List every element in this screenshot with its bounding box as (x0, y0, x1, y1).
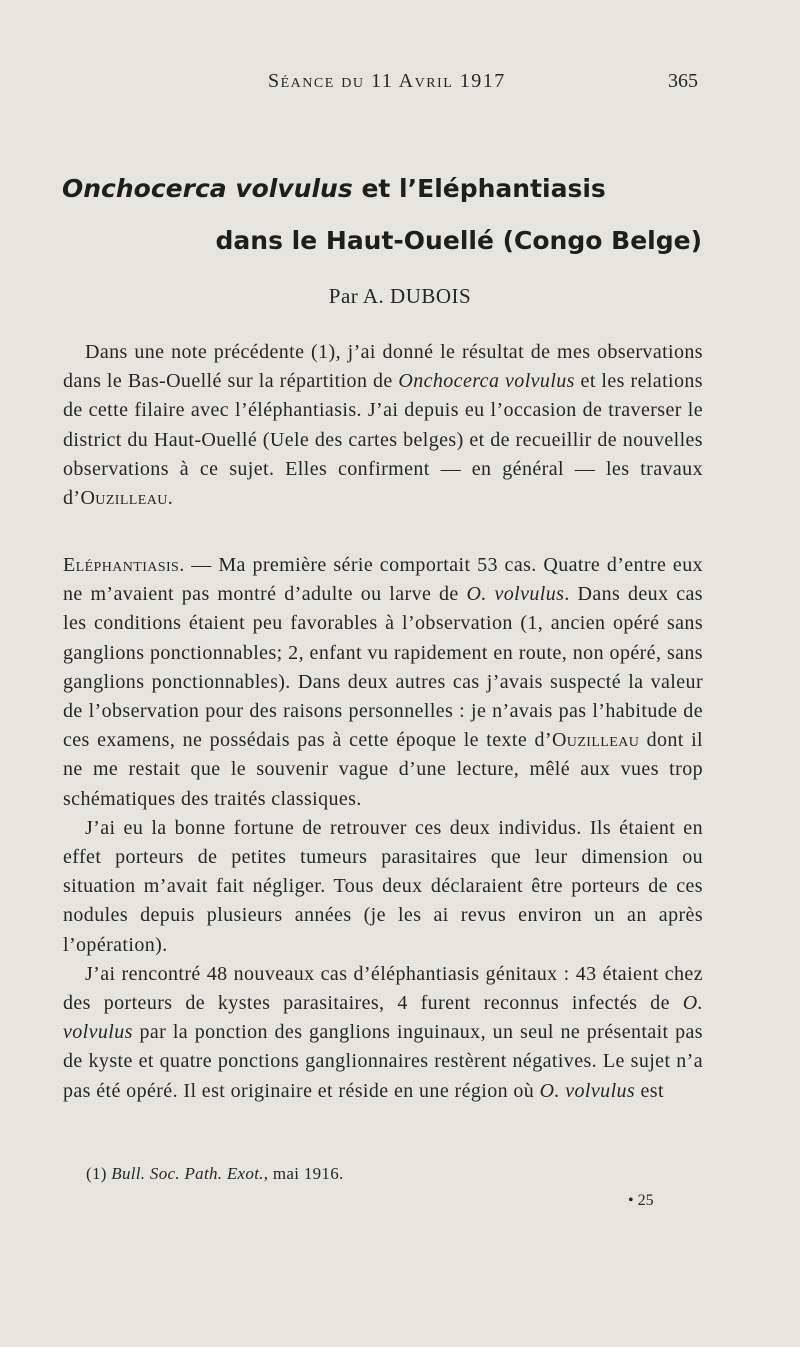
text-run: . — Ma première série comportait 53 cas. Quatre d’entre eux ne m’avaient pas montré d’adulte ou larve de (63, 554, 703, 606)
text-run: . (167, 487, 174, 510)
text-run: J’ai rencontré 48 nouveaux cas d’éléphantiasis génitaux : 43 étaient chez des porteurs de kystes parasitaires, 4 furent reconnus infectés de (63, 962, 703, 1015)
species-name: O. volvulus (539, 1079, 636, 1102)
signature-mark: • 25 (628, 1192, 654, 1209)
body-text-main (63, 551, 703, 1106)
paragraph-intro (63, 338, 703, 513)
paragraph-nouveaux-cas (63, 960, 703, 1106)
text-run: et les relations de cette filaire avec l’éléphantiasis. J’ai depuis eu l’occasion de traverser le district du Haut-Ouellé (Uele des cartes belges) et de recueillir de nouvelles observations à ce sujet. Elles confirment — en général — les travaux d’ (63, 370, 703, 510)
footnote-marker: (1) (86, 1164, 112, 1183)
section-heading: Eléphantiasis (63, 554, 180, 576)
species-name: O. volvulus (63, 992, 703, 1044)
paragraph-elephantiasis (63, 551, 703, 814)
running-head: Séance du 11 Avril 1917 (268, 70, 506, 92)
article-title (62, 163, 702, 267)
species-name: O. volvulus (466, 583, 565, 606)
footnote-source: Bull. Soc. Path. Exot. (111, 1164, 264, 1183)
title-line-1-rest: et l’Eléphantiasis (352, 174, 606, 203)
text-run: dont il ne me restait que le souvenir vague d’une lecture, mêlé aux vues trop schématiques des traités classiques. (63, 729, 703, 810)
title-species: Onchocerca volvulus (62, 174, 353, 203)
page-number: 365 (668, 70, 698, 92)
author-name: Ouzilleau (80, 487, 168, 510)
author-name: Ouzilleau (551, 729, 640, 752)
footnote (86, 1164, 344, 1184)
footnote-date: , mai 1916. (263, 1164, 344, 1183)
paragraph-retrouver: J’ai eu la bonne fortune de retrouver ces deux individus. Ils étaient en effet porteurs de petites tumeurs parasitaires que leur dimension ou situation m’avait fait négliger. Tous deux déclaraient être porteurs de ces nodules depuis plusieurs années (je les ai revus environ un an après l’opération). (63, 816, 703, 956)
body-text-intro (63, 338, 703, 513)
text-run: par la ponction des ganglions inguinaux, un seul ne présentait pas de kyste et quatre ponctions ganglionnaires restèrent négatives. Le sujet n’a pas été opéré. Il est originaire et réside en une région où (63, 1021, 703, 1102)
text-run: Dans une note précédente (1), j’ai donné le résultat de mes observations dans le Bas-Ouellé sur la répartition de (63, 341, 703, 393)
text-run: . Dans deux cas les conditions étaient peu favorables à l’observation (1, ancien opéré sans ganglions ponctionnables; 2, enfant vu rapidement en route, non opéré, sans ganglions ponctionnables). Dans deux autres cas j’avais suspecté la valeur de l’observation pour des raisons personnelles : je n’avais pas l’habitude de ces examens, ne possédais pas à cette époque le texte d’ (63, 583, 703, 752)
title-line-2: dans le Haut-Ouellé (Congo Belge) (215, 226, 702, 255)
title-line-1 (62, 163, 702, 215)
author-byline: Par A. DUBOIS (328, 284, 472, 308)
species-name: Onchocerca volvulus (398, 370, 575, 393)
text-run: est (635, 1079, 664, 1102)
